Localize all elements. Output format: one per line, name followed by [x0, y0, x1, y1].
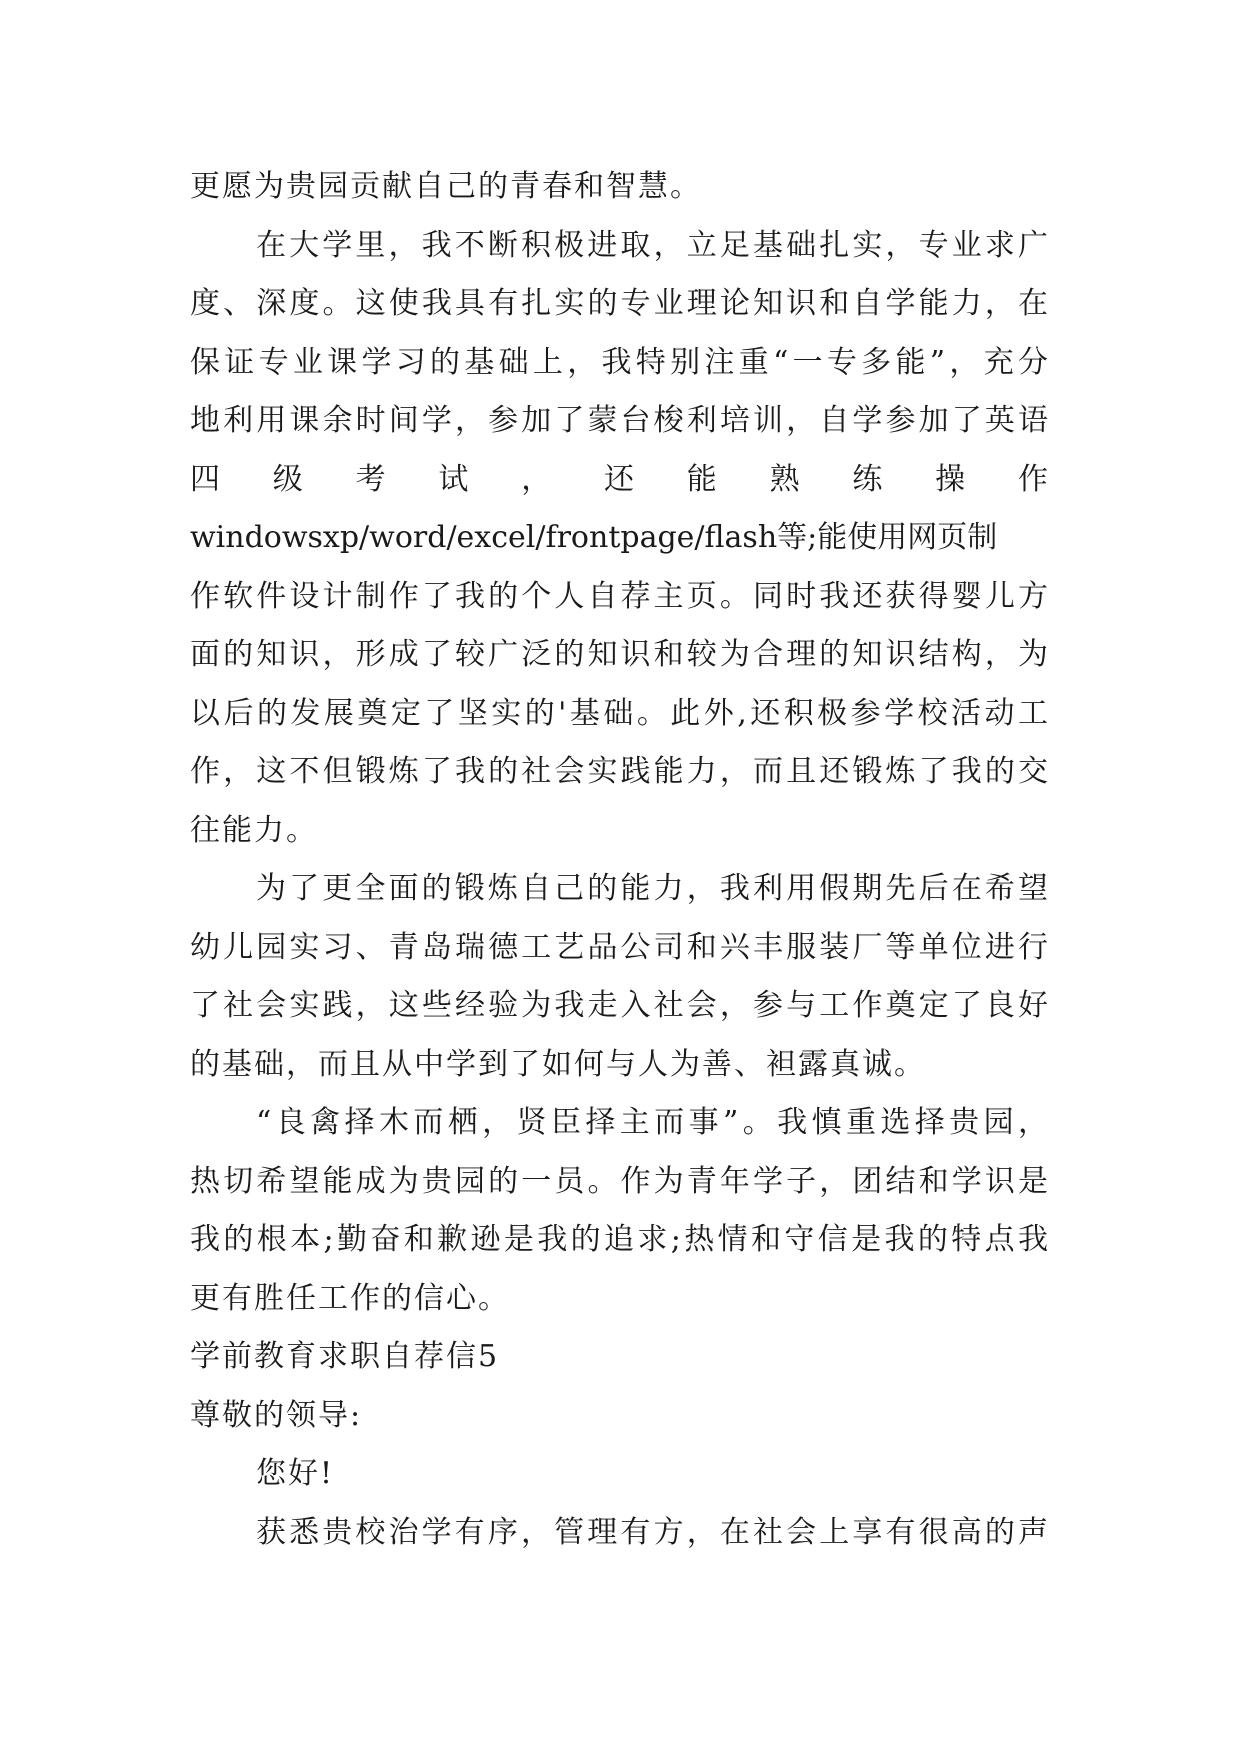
spread-char: 熟 [769, 461, 802, 497]
text-line: 幼儿园实习、青岛瑞德工艺品公司和兴丰服装厂等单位进行 [190, 929, 1050, 965]
salutation: 尊敬的领导: [190, 1397, 363, 1433]
spread-char: 还 [603, 461, 636, 497]
text-line: 更有胜任工作的信心。 [190, 1280, 510, 1316]
text-line: 以后的发展奠定了坚实的'基础。此外,还积极参学校活动工 [190, 695, 1050, 731]
text-line: 在大学里，我不断积极进取，立足基础扎实，专业求广 [256, 227, 1050, 263]
text-line: 度、深度。这使我具有扎实的专业理论知识和自学能力，在 [190, 286, 1050, 321]
text-line: 获悉贵校治学有序，管理有方，在社会上享有很高的声 [256, 1514, 1050, 1550]
text-line: 的基础，而且从中学到了如何与人为善、袒露真诚。 [190, 1046, 926, 1082]
text-line: 了社会实践，这些经验为我走入社会，参与工作奠定了良好 [190, 988, 1050, 1023]
text-line: 热切希望能成为贵园的一员。作为青年学子，团结和学识是 [190, 1163, 1050, 1199]
text-line: 保证专业课学习的基础上，我特别注重“一专多能”，充分 [190, 344, 1050, 380]
text-line: 为了更全面的锻炼自己的能力，我利用假期先后在希望 [256, 871, 1050, 906]
text-line-spread [190, 451, 1050, 510]
spread-char: 练 [852, 461, 885, 497]
text-line: “良禽择木而栖，贤臣择主而事”。我慎重选择贵园， [256, 1105, 1050, 1140]
text-line: 地利用课余时间学，参加了蒙台梭利培训，自学参加了英语 [190, 403, 1050, 438]
letter-body [190, 158, 1050, 1562]
spread-characters [190, 451, 1050, 510]
text-line: 作，这不但锻炼了我的社会实践能力，而且还锻炼了我的交 [190, 754, 1050, 789]
text-line: windowsxp/word/excel/frontpage/flash等;能使用网页制 [190, 520, 998, 555]
spread-char: 考 [355, 461, 388, 497]
spread-char: 作 [1017, 461, 1050, 497]
spread-char: 操 [935, 461, 968, 497]
text-line: 面的知识，形成了较广泛的知识和较为合理的知识结构，为 [190, 637, 1050, 672]
text-line: 往能力。 [190, 812, 318, 848]
text-line: 作软件设计制作了我的个人自荐主页。同时我还获得婴儿方 [190, 578, 1050, 614]
greeting: 您好! [256, 1456, 335, 1491]
spread-char: 试 [438, 461, 471, 497]
section-title: 学前教育求职自荐信5 [190, 1339, 500, 1374]
text-line: 更愿为贵园贡献自己的青春和智慧。 [190, 169, 702, 204]
spread-char: 级 [272, 461, 305, 497]
spread-char: ， [521, 461, 554, 497]
text-line: 我的根本;勤奋和歉逊是我的追求;热情和守信是我的特点我 [190, 1222, 1050, 1257]
spread-char: 能 [686, 461, 719, 497]
spread-char: 四 [190, 461, 222, 497]
